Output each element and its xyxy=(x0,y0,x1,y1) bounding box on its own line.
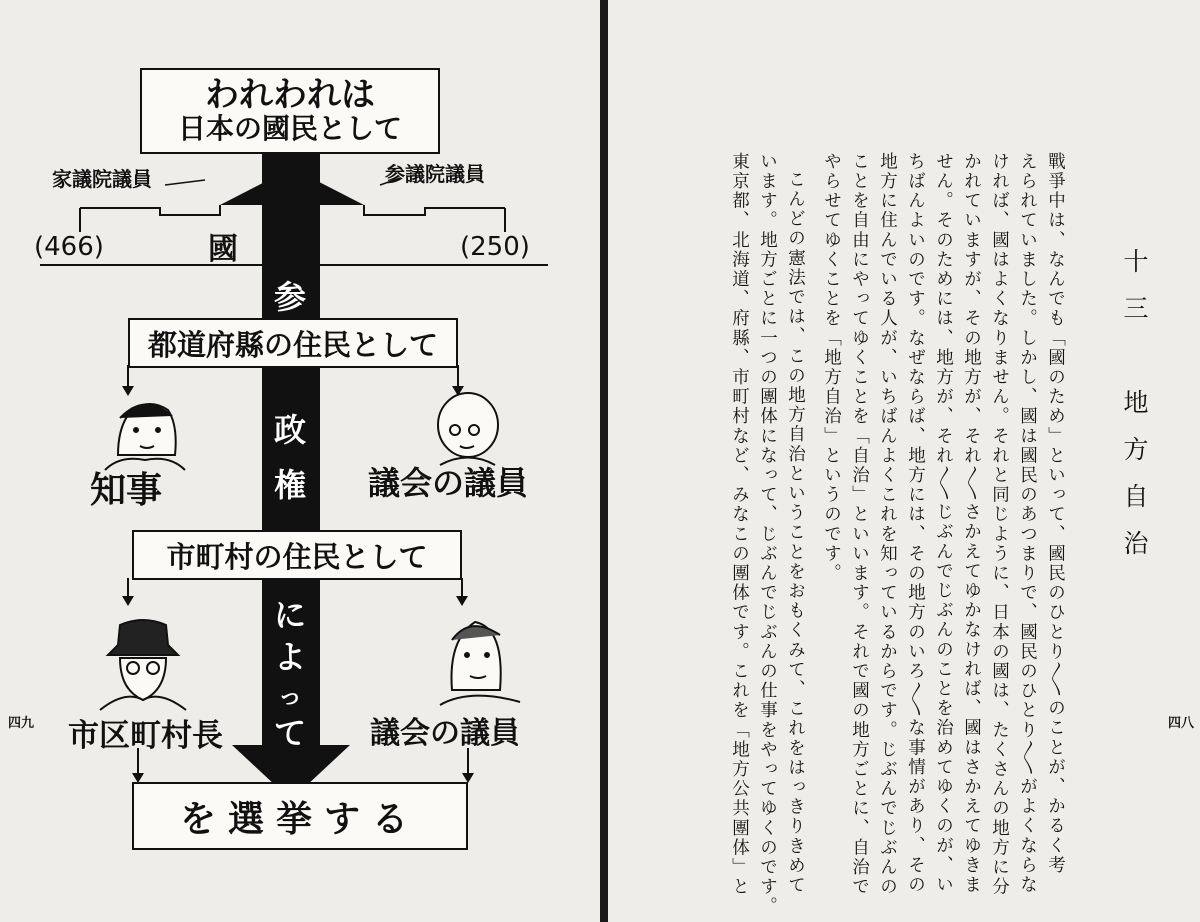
representatives-count: (466) xyxy=(34,232,104,262)
column-char-te: て xyxy=(274,714,307,752)
mayor-portrait xyxy=(100,620,186,710)
right-page xyxy=(608,0,1200,922)
councillors-count: (250) xyxy=(460,232,530,262)
governor-label: 知事 xyxy=(90,470,163,511)
text-column-4: かれていますが、その地方が、それ〳〵さかえてゆかなければ、國はさかえてゆきま xyxy=(961,152,982,895)
nationals-line: 日本の國民として xyxy=(177,112,402,146)
house-of-councillors-label: 参議院議員 xyxy=(385,162,485,186)
column-char-tsu: っ xyxy=(278,681,302,710)
we-line: われわれは xyxy=(205,75,375,116)
text-column-7: 地方に住んでいる人が、いちばんよくこれを知っているからです。じぶんでじぶんの xyxy=(877,152,898,897)
diet-building-outline-right xyxy=(364,205,505,215)
muni-assembly-portrait xyxy=(440,622,520,705)
text-column-12: 東京都、北海道、府縣、市町村など、みなこの團体です。これを「地方公共團体」と xyxy=(729,152,750,897)
muni-arrowhead-right xyxy=(456,596,468,606)
elect-box: を選挙する xyxy=(132,782,468,850)
house-of-representatives-label: 家議院議員 xyxy=(52,167,152,191)
text-column-6: ちばんよいのです。なぜならば、地方には、その地方のいろ〳〵な事情があり、その xyxy=(905,152,926,895)
municipal-residents-box: 市町村の住民として xyxy=(132,530,462,580)
text-column-11: います。地方ごとに一つの團体になって、じぶんでじぶんの仕事をやってゆくのです。 xyxy=(757,152,778,917)
column-char-yo: よ xyxy=(274,638,307,676)
text-column-3: ければ、國はよくなりません。それと同じように、日本の國は、たくさんの地方に分 xyxy=(989,152,1010,897)
text-column-1: 戰爭中は、なんでも「國のため」といって、國民のひとり〳〵のことが、かるく考 xyxy=(1045,152,1066,876)
column-char-ken: 権 xyxy=(274,466,307,504)
right-page-number: 四八 xyxy=(1168,716,1195,731)
column-char-san: 参 xyxy=(274,278,307,316)
text-column-2: えられていました。しかし、國は國民のあつまりで、國民のひとり〳〵がよくならな xyxy=(1017,152,1038,895)
column-char-ni: に xyxy=(274,596,307,634)
chapter-title: 十三 地方自治 xyxy=(1120,248,1149,577)
left-house-leader xyxy=(165,180,205,185)
diet-label: 國 会 xyxy=(208,232,298,267)
text-column-9: やらせてゆくことを「地方自治」というのです。 xyxy=(821,152,842,584)
assembly-member-portrait xyxy=(438,393,498,465)
pref-arrowhead-left xyxy=(122,386,134,396)
municipal-assembly-label: 議会の議員 xyxy=(370,716,520,751)
book-gutter xyxy=(600,0,608,922)
text-column-5: せん。そのためには、地方が、それ〳〵じぶんでじぶんのことを治めてゆくのが、い xyxy=(933,152,954,895)
diet-building-outline xyxy=(80,205,220,215)
we-nationals-box xyxy=(140,68,440,154)
muni-arrowhead-left xyxy=(122,596,134,606)
mayor-label: 市区町村長 xyxy=(68,718,223,754)
text-column-10: こんどの憲法では、この地方自治ということをおもくみて、これをはっきりきめて xyxy=(785,170,806,896)
prefectural-assembly-label: 議会の議員 xyxy=(368,464,529,502)
prefecture-residents-box: 都道府縣の住民として xyxy=(128,318,458,368)
column-char-sei: 政 xyxy=(274,411,307,449)
diet-roof xyxy=(220,168,364,205)
left-page-number: 四九 xyxy=(8,716,35,731)
governor-portrait xyxy=(105,404,185,470)
text-column-8: ことを自由にやってゆくことを「自治」といいます。それで國の地方ごとに、自治で xyxy=(849,152,870,897)
